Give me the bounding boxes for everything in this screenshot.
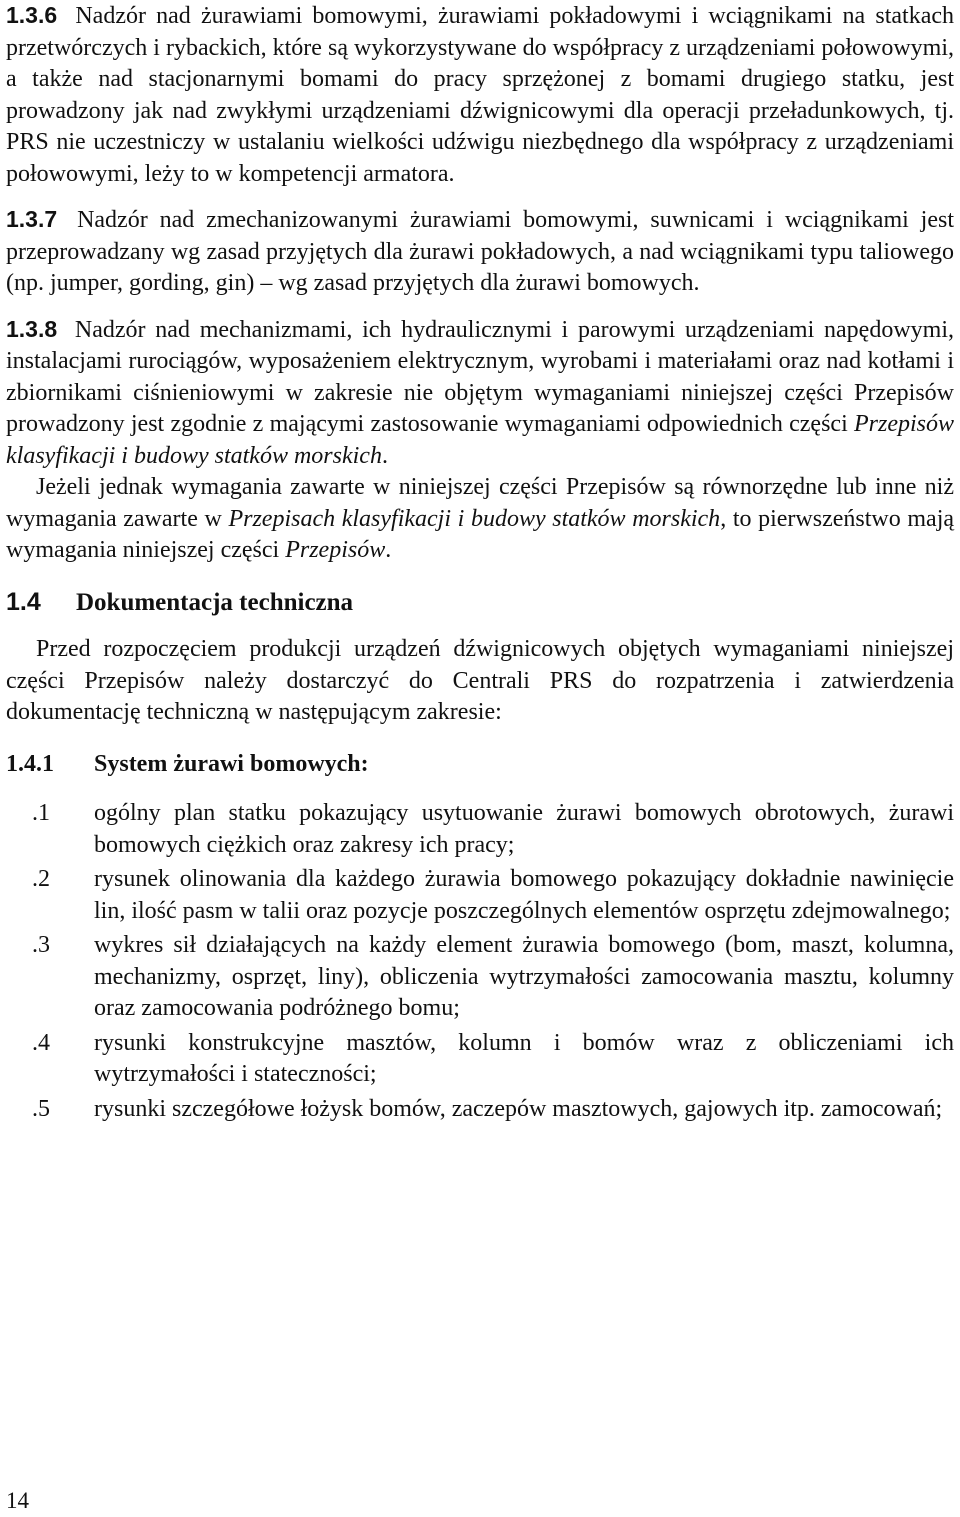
list-item [6,930,954,1025]
section-heading-1-4-1 [6,749,954,781]
paragraph-1-3-8-continuation [6,472,954,567]
paragraph-text: Nadzór nad mechanizmami, ich hydraulicznymi i parowymi urządzeniami napędowymi, instalacjami rurociągów, wyposażeniem elektrycznym, wyrobami i materiałami oraz nad kotłami i zbiornikami ciśnieniowymi w zakresie nie objętym wymaganiami niniejszej części Przepisów prowadzony jest zgodnie z mającymi zastosowanie wymaganiami odpowiednich części [6,316,954,437]
list-item-text: rysunki szczegółowe łożysk bomów, zaczepów masztowych, gajowych itp. zamocowań; [94,1095,943,1122]
italic-reference: Przepisach klasyfikacji i budowy statków morskich [228,505,721,532]
list-item-text: rysunek olinowania dla każdego żurawia bomowego pokazujący dokładnie nawinięcie lin, ilość pasm w talii oraz pozycje poszczególnych elementów osprzętu zdejmowalnego; [94,866,954,924]
section-number-1-3-8: 1.3.8 [6,315,58,342]
list-item-number: .2 [32,866,50,892]
list-item-text: wykres sił działających na każdy element żurawia bomowego (bom, maszt, kolumna, mechanizmy, osprzęt, liny), obliczenia wytrzymałości zamocowania masztu, kolumny oraz zamocowania podróżnego bomu; [94,932,954,1021]
section-number-1-3-6: 1.3.6 [6,2,58,28]
paragraph-text: Jeżeli jednak wymagania zawarte w niniejszej części Przepisów są równorzędne lub inne niż wymagania zawarte w [6,474,954,532]
list-item [6,1028,954,1091]
paragraph-1-3-8 [6,314,954,473]
section-number-1-3-7: 1.3.7 [6,206,58,232]
heading-number: 1.4 [6,587,41,616]
requirements-list [6,798,954,1125]
list-item-text: ogólny plan statku pokazujący usytuowanie żurawi bomowych obrotowych, żurawi bomowych ciężkich oraz zakresy ich pracy; [94,800,954,858]
paragraph-text: Nadzór nad żurawiami bomowymi, żurawiami pokładowymi i wciągnikami na statkach przetwórczych i rybackich, które są wykorzystywane do współpracy z urządzeniami połowowymi, a także nad stacjonarnymi bomami do pracy sprzężonej z bomami drugiego statku, jest prowadzony jak nad zwykłymi urządzeniami dźwignicowymi dla operacji przeładunkowych, tj. PRS nie uczestniczy w ustalaniu wielkości udźwigu niezbędnego dla współpracy z urządzeniami połowowymi, leży to w kompetencji armatora. [6,3,955,187]
list-item-number: .4 [32,1029,50,1056]
list-item [6,798,954,861]
section-heading-1-4 [6,587,954,619]
list-item [6,864,954,927]
page-number: 14 [6,1488,29,1513]
heading-number: 1.4.1 [6,750,54,777]
italic-reference: Przepisów [285,537,386,563]
paragraph-1-3-6 [6,0,954,190]
paragraph-text: Nadzór nad zmechanizowanymi żurawiami bomowymi, suwnicami i wciągnikami jest przeprowadzany wg zasad przyjętych dla żurawi pokładowych, a nad wciągnikami typu taliowego (np. jumper, gording, gin) – wg zasad przyjętych dla żurawi bomowych. [6,207,955,296]
list-item [6,1094,954,1126]
list-item-number: .3 [32,932,50,958]
paragraph-text: , to pierwszeństwo mają wymagania niniejszej części [6,505,955,563]
paragraph-1-4-intro: Przed rozpoczęciem produkcji urządzeń dźwignicowych objętych wymaganiami niniejszej części Przepisów należy dostarczyć do Centrali PRS do rozpatrzenia i zatwierdzenia dokumentację techniczną w następującym zakresie: [6,636,954,725]
paragraph-end: . [381,442,388,469]
paragraph-1-3-7 [6,204,954,300]
document-page [6,0,954,1128]
list-item-text: rysunki konstrukcyjne masztów, kolumn i bomów wraz z obliczeniami ich wytrzymałości i stateczności; [94,1029,954,1087]
heading-title: System żurawi bomowych: [94,750,369,777]
paragraph-end: . [385,537,392,563]
heading-title: Dokumentacja techniczna [76,588,354,616]
list-item-number: .1 [32,800,50,826]
italic-reference: Przepisów klasyfikacji i budowy statków morskich [6,411,954,469]
list-item-number: .5 [32,1095,50,1122]
